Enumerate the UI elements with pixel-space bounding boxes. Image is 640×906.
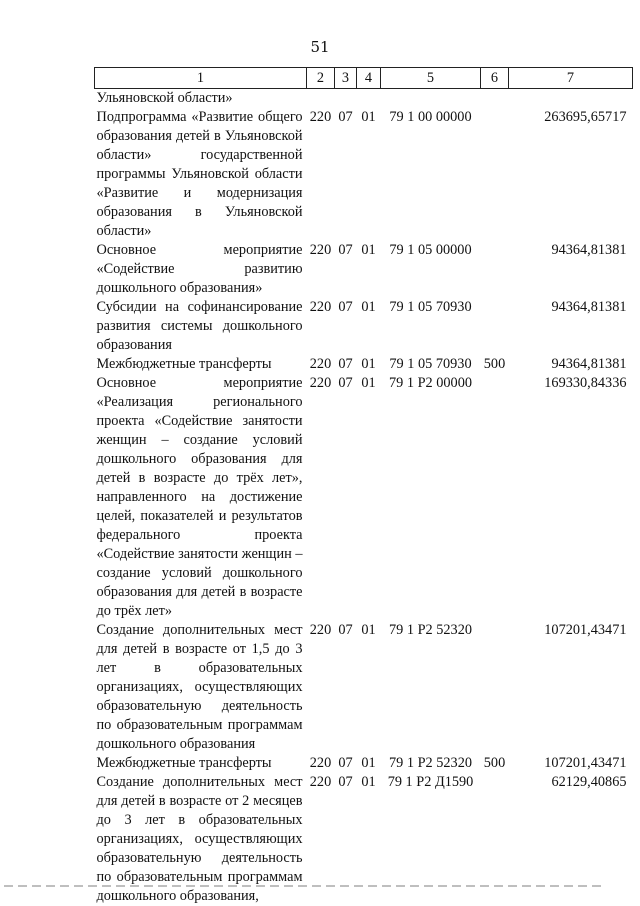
row-col-5: [381, 89, 481, 109]
row-col-5: 79 1 P2 00000: [388, 375, 472, 391]
row-col-5: 79 1 00 00000: [389, 109, 472, 125]
row-col-3: 07: [338, 242, 353, 258]
row-col-3: 07: [338, 109, 353, 125]
row-name: Основное мероприятие «Реализация регионального проекта «Содействие занятости женщин – создание условий дошкольного образования для детей в возрасте до трёх лет», направленного на достижение целей, показателей и результатов федерального проекта «Содействие занятости женщин – создание условий дошкольного образования для детей в возрасте до трёх лет»: [96, 375, 303, 619]
row-col-6: 500: [483, 755, 506, 771]
row-amount: 169330,84336: [544, 375, 627, 391]
table-row: [95, 374, 633, 621]
table-row: [95, 241, 633, 298]
row-col-3: [335, 89, 357, 109]
row-col-6: [481, 89, 509, 109]
row-name: Создание дополнительных мест для детей в возрасте от 1,5 до 3 лет в образовательных организациях, осуществляющих образовательную деятельность по образовательным программам дошкольного образования: [96, 622, 303, 752]
row-col-2: 220: [309, 375, 332, 391]
row-name: Основное мероприятие «Содействие развитию дошкольного образования»: [96, 242, 303, 296]
row-name: Ульяновской области»: [96, 90, 233, 106]
header-col-2: 2: [307, 68, 335, 89]
row-amount: 263695,65717: [544, 109, 627, 125]
row-col-4: 01: [361, 242, 376, 258]
row-col-5: 79 1 05 70930: [389, 356, 472, 372]
row-col-4: 01: [361, 774, 376, 790]
row-col-2: 220: [309, 755, 332, 771]
row-name: Подпрограмма «Развитие общего образования детей в Ульяновской области» государственной программы Ульяновской области «Развитие и модернизация образования в Ульяновской области»: [96, 109, 303, 239]
row-col-4: 01: [361, 109, 376, 125]
row-amount: 94364,81381: [551, 356, 627, 372]
row-col-3: 07: [338, 375, 353, 391]
row-col-4: [357, 89, 381, 109]
header-col-3: 3: [335, 68, 357, 89]
row-col-2: 220: [309, 774, 332, 790]
row-col-6: [481, 374, 509, 621]
row-amount: 107201,43471: [544, 622, 627, 638]
table-row: [95, 355, 633, 374]
row-col-4: 01: [361, 375, 376, 391]
row-col-5: 79 1 05 00000: [389, 242, 472, 258]
header-col-6: 6: [481, 68, 509, 89]
row-col-2: 220: [309, 242, 332, 258]
table-row: [95, 754, 633, 773]
row-name: Межбюджетные трансферты: [96, 356, 272, 372]
row-col-5: 79 1 P2 52320: [388, 622, 472, 638]
row-col-2: 220: [309, 622, 332, 638]
row-col-2: [307, 89, 335, 109]
row-col-2: 220: [309, 109, 332, 125]
table-row: [95, 621, 633, 754]
row-col-6: [481, 108, 509, 241]
header-col-5: 5: [381, 68, 481, 89]
header-col-1: 1: [95, 68, 307, 89]
row-col-4: 01: [361, 299, 376, 315]
table-row: [95, 89, 633, 109]
row-amount: 62129,40865: [551, 774, 627, 790]
scan-artifact-line: [4, 885, 604, 887]
row-amount: 107201,43471: [544, 755, 627, 771]
row-col-4: 01: [361, 356, 376, 372]
table-row: [95, 108, 633, 241]
row-name: Создание дополнительных мест для детей в возрасте от 2 месяцев до 3 лет в образовательных организациях, осуществляющих образовательную деятельность по образовательным программам дошкольного образования,: [96, 774, 303, 904]
row-col-5: 79 1 P2 Д1590: [387, 774, 474, 790]
row-col-6: [481, 241, 509, 298]
row-name: Межбюджетные трансферты: [96, 755, 272, 771]
row-col-6: [481, 621, 509, 754]
row-col-3: 07: [338, 356, 353, 372]
page-number: 51: [310, 38, 330, 56]
row-name: Субсидии на софинансирование развития системы дошкольного образования: [96, 299, 303, 353]
row-amount: [509, 89, 633, 109]
row-col-2: 220: [309, 299, 332, 315]
row-amount: 94364,81381: [551, 242, 627, 258]
row-col-6: [481, 298, 509, 355]
budget-table: [94, 67, 633, 906]
row-col-4: 01: [361, 755, 376, 771]
row-col-5: 79 1 05 70930: [389, 299, 472, 315]
header-col-4: 4: [357, 68, 381, 89]
table-header-row: [95, 68, 633, 89]
header-col-7: 7: [509, 68, 633, 89]
row-col-3: 07: [338, 755, 353, 771]
row-col-3: 07: [338, 622, 353, 638]
row-col-6: 500: [483, 356, 506, 372]
table-row: [95, 298, 633, 355]
row-col-3: 07: [338, 299, 353, 315]
row-col-2: 220: [309, 356, 332, 372]
row-amount: 94364,81381: [551, 299, 627, 315]
row-col-4: 01: [361, 622, 376, 638]
row-col-3: 07: [338, 774, 353, 790]
row-col-5: 79 1 P2 52320: [388, 755, 472, 771]
